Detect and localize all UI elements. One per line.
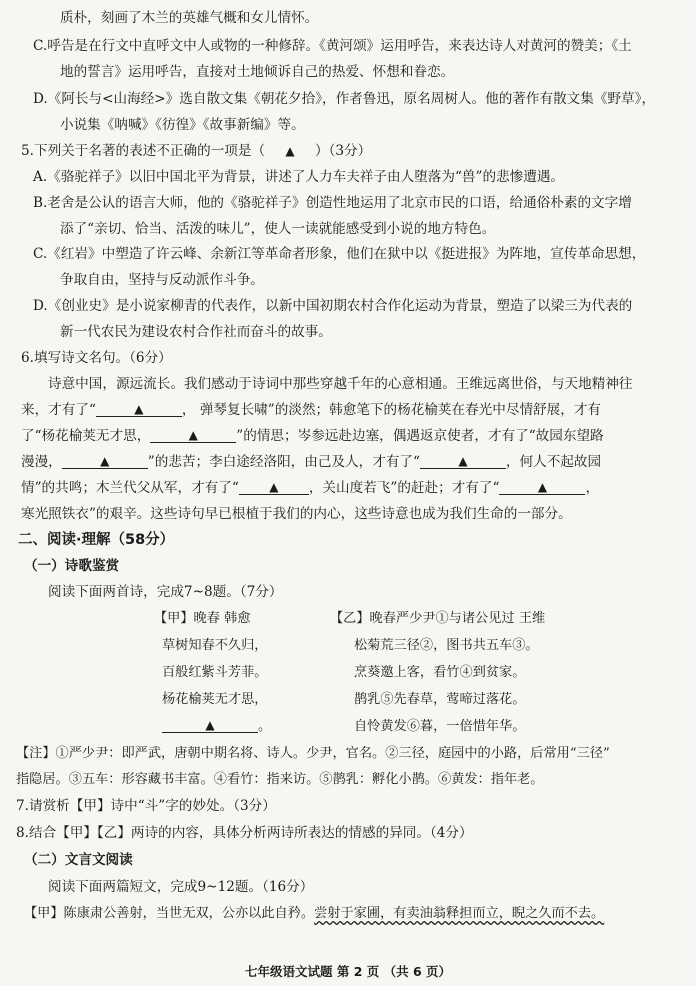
subsection-title: （二）文言文阅读 <box>24 852 133 868</box>
poem-line: 烹葵邀上客，看竹④到贫家。 <box>354 665 526 680</box>
instructions: 阅读下面两篇短文，完成9~12题。（16分） <box>48 879 314 895</box>
blank-marker: ▲ <box>269 480 279 494</box>
text-line: 质朴，刻画了木兰的英雄气概和女儿情怀。 <box>60 10 319 26</box>
text-fragment: ，何人不起故园 <box>505 454 602 470</box>
text-line: 争取自由，坚持与反动派作斗争。 <box>60 272 264 288</box>
text-line <box>21 426 604 446</box>
text-line: 地的誓言》运用呼告，直接对土地倾诉自己的热爱、怀想和眷恋。 <box>60 64 455 80</box>
answer-blank[interactable] <box>150 426 236 443</box>
blank-marker: ▲ <box>537 480 548 494</box>
subsection-title: （一）诗歌鉴赏 <box>24 558 120 574</box>
poem-line: 鹊乳⑤先春草，莺啼过落花。 <box>354 692 526 707</box>
option-d: D.《创业史》是小说家柳青的代表作，以新中国初期农村合作化运动为背景，塑造了以梁三为代表的 <box>33 298 633 314</box>
section-title: 二、阅读·理解（58分） <box>18 532 175 548</box>
text-fragment: ”的情思；岑参远赴边塞，偶遇返京使者，才有了“故园东望路 <box>236 428 604 444</box>
poem-blank-line: ▲ 。 <box>162 717 271 737</box>
text-line: 新一代农民为建设农村合作社而奋斗的故事。 <box>60 324 332 340</box>
answer-blank[interactable] <box>499 478 585 495</box>
option-a: A.《骆驼祥子》以旧中国北平为背景，讲述了人力车夫祥子由人堕落为“兽”的悲惨遭遇。 <box>33 169 565 185</box>
text-fragment: 来，才有了“ <box>21 402 96 418</box>
annotation: 指隐居。③五车：形容藏书丰富。④看竹：指来访。⑤鹊乳：孵化小鹊。⑥黄发：指年老。 <box>16 772 544 787</box>
poem-line: 草树知春不久归， <box>162 638 268 653</box>
answer-blank[interactable] <box>96 400 182 417</box>
text-line <box>21 452 601 472</box>
poem-line: 百般红紫斗芳菲。 <box>162 665 268 680</box>
poem-line: 杨花榆荚无才思， <box>162 692 268 707</box>
text-line <box>21 400 601 420</box>
text-fragment: ， 弹琴复长啸”的淡然；韩愈笔下的杨花榆荚在春光中尽情舒展，才有 <box>181 402 602 418</box>
option-b: B.老舍是公认的语言大师，他的《骆驼祥子》创造性地运用了北京市民的口语，给通俗朴素的文字增 <box>33 195 632 211</box>
poem-line: 自怜黄发⑥暮，一倍惜年华。 <box>354 719 526 734</box>
text-line: 诗意中国，源远流长。我们感动于诗词中那些穿越千年的心意相通。王维远离世俗，与天地精神往 <box>48 376 633 392</box>
blank-marker: ▲ <box>134 402 144 416</box>
page-footer: 七年级语文试题 第 2 页 （共 6 页） <box>244 964 451 979</box>
blank-marker: ▲ <box>188 428 198 442</box>
text-fragment: ”的悲苦；李白途经洛阳，由己及人，才有了“ <box>147 454 420 470</box>
option-c: C.《红岩》中塑造了许云峰、余新江等革命者形象，他们在狱中以《挺进报》为阵地，宣传革命思想， <box>33 246 646 262</box>
text-fragment: ，关山度若飞”的赶赴；才有了“ <box>308 480 500 496</box>
text-fragment: 漫漫， <box>21 454 62 470</box>
answer-blank[interactable]: ▲ <box>285 144 295 158</box>
question-5 <box>21 141 371 161</box>
text-line: 添了“亲切、恰当、活泼的味儿”，使人一读就能感受到小说的地方特色。 <box>60 221 496 237</box>
blank-marker: ▲ <box>100 454 110 468</box>
text-fragment: 了“杨花榆荚无才思， <box>21 428 151 444</box>
text-fragment: 情”的共鸣；木兰代父从军，才有了“ <box>21 480 239 496</box>
question-7: 7.请赏析【甲】诗中“斗”字的妙处。（3分） <box>16 798 276 814</box>
question-5-score: ）（3分） <box>314 143 372 159</box>
question-8: 8.结合【甲】【乙】两诗的内容，具体分析两诗所表达的情感的异同。（4分） <box>16 825 473 841</box>
text-line <box>21 478 599 498</box>
option-c: C.呼告是在行文中直呼文中人或物的一种修辞。《黄河颂》运用呼告，来表达诗人对黄河的赞美；《土 <box>33 38 632 54</box>
blank-marker: ▲ <box>205 718 215 732</box>
text-line: 小说集《呐喊》《彷徨》《故事新编》等。 <box>60 117 305 133</box>
poem-yi-title: 【乙】晚春严少尹①与诸公见过 王维 <box>330 611 546 626</box>
answer-blank[interactable] <box>162 716 258 733</box>
poem-line: 松菊荒三径②，图书共五车③。 <box>354 638 539 653</box>
underlined-sentence: 尝射于家圃，有卖油翁释担而立，睨之久而不去。 <box>314 906 605 921</box>
option-d: D.《阿长与<山海经>》选自散文集《朝花夕拾》，作者鲁迅，原名周树人。他的著作有散文集《野草》， <box>33 91 656 107</box>
answer-blank[interactable] <box>420 452 506 469</box>
question-6: 6.填写诗文名句。（6分） <box>21 350 172 366</box>
text-line: 寒光照铁衣”的艰辛。这些诗句早已根植于我们的内心，这些诗意也成为我们生命的一部分。 <box>21 506 572 522</box>
poem-jia-title: 【甲】晚春 韩愈 <box>154 611 251 626</box>
instructions: 阅读下面两首诗，完成7~8题。（7分） <box>48 584 283 600</box>
classical-text <box>24 904 604 924</box>
answer-blank[interactable] <box>239 478 309 495</box>
blank-marker: ▲ <box>458 454 468 468</box>
annotation: 【注】①严少尹：即严武，唐朝中期名将、诗人。少尹，官名。②三径，庭园中的小路，后常用“三径” <box>16 746 610 761</box>
answer-blank[interactable] <box>62 452 148 469</box>
question-5-stem: 5.下列关于名著的表述不正确的一项是（ <box>21 143 266 159</box>
text-fragment: ， <box>585 480 600 496</box>
text-fragment: 【甲】陈康肃公善射，当世无双，公亦以此自矜。 <box>24 906 315 921</box>
